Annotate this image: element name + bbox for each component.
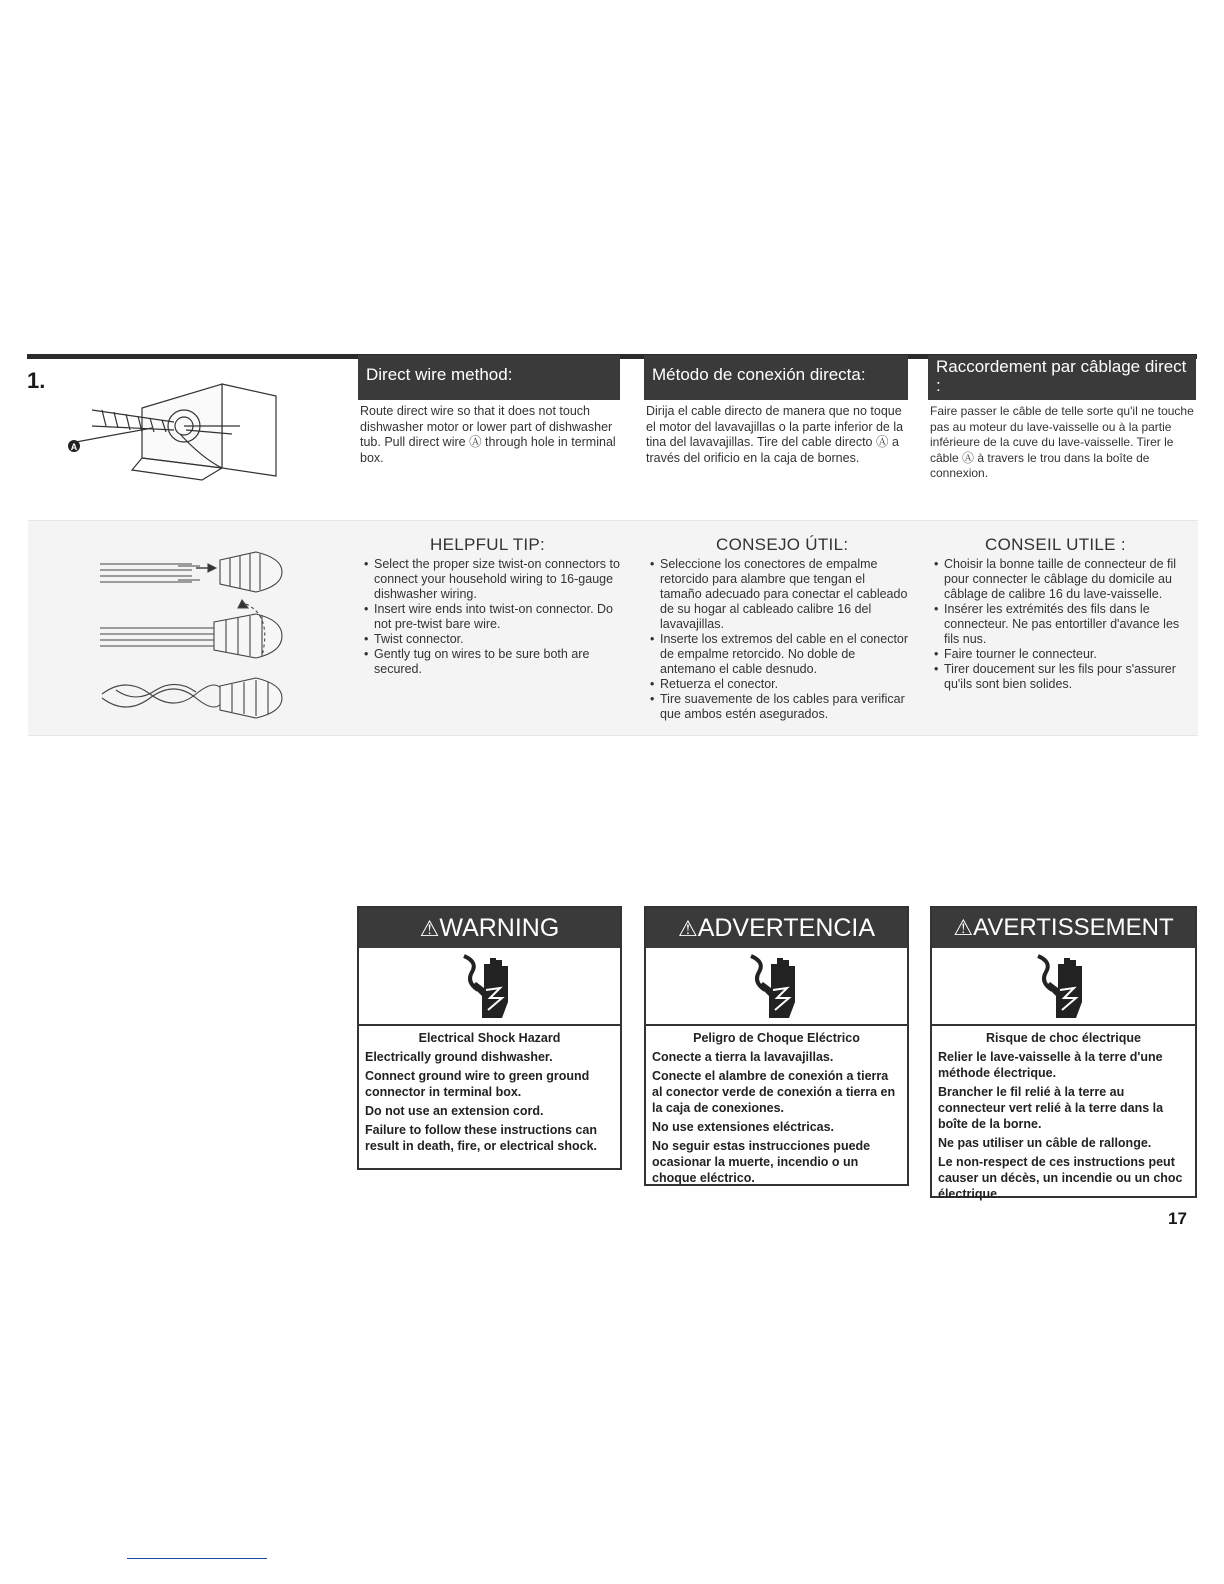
warning-box-es [644,906,909,1186]
list-item: • Retuerza el conector. [648,677,910,692]
step-number: 1. [27,368,46,393]
tip-title-es: CONSEJO ÚTIL: [716,535,849,554]
list-item: • Gently tug on wires to be sure both are secured. [362,647,624,677]
twist-connector-illustration [96,544,292,720]
warning-title: ADVERTENCIA [697,914,876,942]
header-direct-wire-en: Direct wire method: [358,355,620,400]
footnote-rule [127,1558,267,1559]
tip-list-en [362,557,624,677]
warning-body [359,1026,620,1163]
warning-line: Conecte a tierra la lavavajillas. [652,1050,834,1064]
warning-line: Electrically ground dishwasher. [365,1050,553,1064]
warning-body [646,1026,907,1195]
list-item: • Seleccione los conectores de empalme retorcido para alambre que tengan el tamaño adecuado para conectar el cableado de su hogar al cableado calibre 16 del lavavajillas. [648,557,910,632]
tip-title-fr: CONSEIL UTILE : [985,535,1126,554]
warning-header [932,908,1195,948]
list-item: • Select the proper size twist-on connectors to connect your household wiring to 16-gauge dishwasher wiring. [362,557,624,602]
tip-title-en: HELPFUL TIP: [430,535,546,554]
warning-header [646,908,907,948]
list-item: • Twist connector. [362,632,624,647]
hazard-title: Risque de choc électrique [986,1031,1141,1045]
hazard-title: Peligro de Choque Eléctrico [693,1031,860,1045]
callout-a-label: A [70,442,78,452]
warning-line: Relier le lave-vaisselle à la terre d'une méthode électrique. [938,1050,1163,1080]
warning-line: Brancher le fil relié à la terre au connecteur vert relié à la terre dans la boîte de la borne. [938,1085,1164,1131]
warning-triangle-icon: ⚠ [953,915,974,940]
list-item: • Inserte los extremos del cable en el conector de empalme retorcido. No doble de antemano el cable desnudo. [648,632,910,677]
electric-shock-hand-icon [1034,952,1094,1020]
list-item: • Faire tourner le connecteur. [932,647,1194,662]
warning-line: Le non-respect de ces instructions peut causer un décès, un incendie ou un choc électrique. [938,1155,1183,1201]
warning-box-en [357,906,622,1170]
warning-line: Failure to follow these instructions can result in death, fire, or electrical shock. [365,1123,598,1153]
route-text-fr: Faire passer le câble de telle sorte qu'il ne touche pas au moteur du lave-vaisselle ou à la partie inférieure de la cuve du lave-vaisselle. Tirer le câble Ⓐ à travers le trou dans la boîte de connexion. [930,404,1194,480]
terminal-box-illustration [62,378,294,486]
warning-header [359,908,620,948]
route-text-en: Route direct wire so that it does not touch dishwasher motor or lower part of dishwasher tub. Pull direct wire Ⓐ through hole in terminal box. [360,404,616,465]
warning-title: WARNING [439,914,560,942]
electric-shock-hand-icon [460,952,520,1020]
warning-line: Do not use an extension cord. [365,1104,544,1118]
list-item: • Insert wire ends into twist-on connector. Do not pre-twist bare wire. [362,602,624,632]
warning-triangle-icon: ⚠ [419,916,440,941]
tip-list-fr [932,557,1194,692]
warning-box-fr [930,906,1197,1201]
route-text-es: Dirija el cable directo de manera que no toque el motor del lavavajillas o la parte inferior de la tina del lavavajillas. Tire del cable directo Ⓐ a través del orificio en la caja de bornes. [646,404,904,465]
page-number: 17 [1168,1209,1187,1228]
warning-line: Conecte el alambre de conexión a tierra al conector verde de conexión a tierra en la caja de conexiones. [652,1069,896,1115]
warning-line: Ne pas utiliser un câble de rallonge. [938,1136,1152,1150]
header-direct-wire-es: Método de conexión directa: [644,355,908,400]
header-direct-wire-fr: Raccordement par câblage direct : [928,355,1196,400]
tip-list-es [648,557,910,722]
warning-body [932,1026,1195,1211]
warning-title: AVERTISSEMENT [973,914,1174,941]
warning-line: No seguir estas instrucciones puede ocasionar la muerte, incendio o un choque eléctrico. [652,1139,871,1185]
list-item: • Insérer les extrémités des fils dans le connecteur. Ne pas entortiller d'avance les fils nus. [932,602,1194,647]
hazard-title: Electrical Shock Hazard [418,1031,561,1045]
list-item: • Tire suavemente de los cables para verificar que ambos estén asegurados. [648,692,910,722]
warning-line: Connect ground wire to green ground connector in terminal box. [365,1069,590,1099]
warning-triangle-icon: ⚠ [677,916,698,941]
list-item: • Choisir la bonne taille de connecteur de fil pour connecter le câblage du domicile au câblage de calibre 16 du lave-vaisselle. [932,557,1194,602]
list-item: • Tirer doucement sur les fils pour s'assurer qu'ils sont bien solides. [932,662,1194,692]
warning-line: No use extensiones eléctricas. [652,1120,835,1134]
electric-shock-hand-icon [747,952,807,1020]
